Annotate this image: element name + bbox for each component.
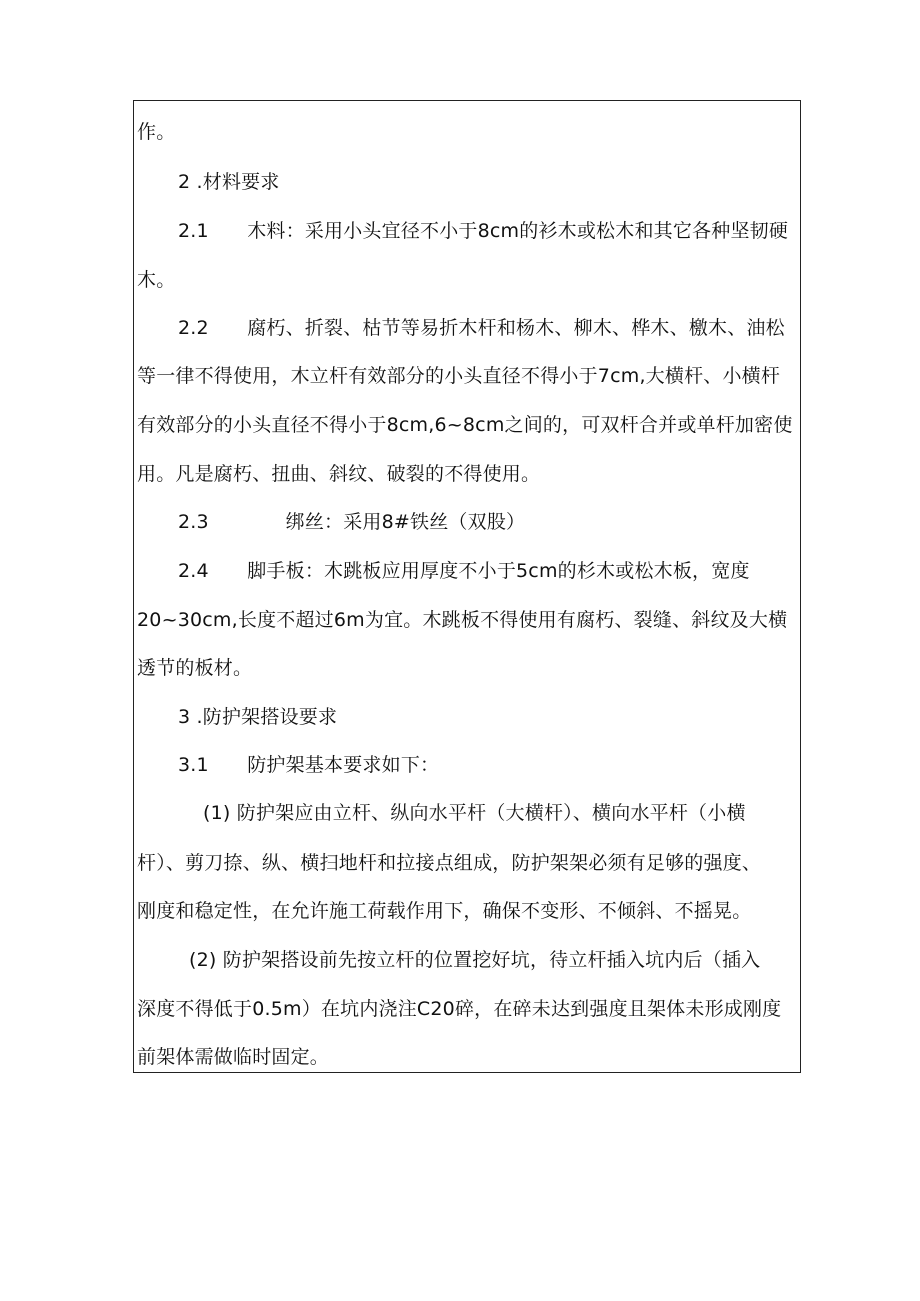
text-line: 2.1 木料：采用小头宜径不小于8cm的衫木或松木和其它各种坚韧硬 bbox=[178, 220, 789, 242]
text-line: 深度不得低于0.5m）在坑内浇注C20碎，在碎未达到强度且架体未形成刚度 bbox=[137, 998, 782, 1020]
section-heading-protective-frame: 3 .防护架搭设要求 bbox=[178, 706, 338, 728]
text-line: 2.4 脚手板：木跳板应用厚度不小于5cm的杉木或松木板，宽度 bbox=[178, 560, 750, 582]
content-frame bbox=[133, 100, 801, 1073]
section-heading-materials: 2 .材料要求 bbox=[178, 171, 280, 193]
text-line: 2.2 腐朽、折裂、枯节等易折木杆和杨木、柳木、桦木、檄木、油松 bbox=[178, 317, 785, 339]
text-line: 2.3 绑丝：采用8#铁丝（双股） bbox=[178, 511, 526, 533]
text-line: 等一律不得使用，木立杆有效部分的小头直径不得小于7cm,大横杆、小横杆 bbox=[137, 365, 781, 387]
text-line: 有效部分的小头直径不得小于8cm,6~8cm之间的，可双杆合并或单杆加密使 bbox=[137, 414, 793, 436]
text-line: 3.1 防护架基本要求如下： bbox=[178, 754, 440, 776]
text-line: 作。 bbox=[137, 121, 176, 143]
text-line: 刚度和稳定性，在允许施工荷载作用下，确保不变形、不倾斜、不摇晃。 bbox=[137, 900, 752, 922]
text-line: 用。凡是腐朽、扭曲、斜纹、破裂的不得使用。 bbox=[137, 463, 541, 485]
text-line: 木。 bbox=[137, 269, 176, 291]
text-line: (1) 防护架应由立杆、纵向水平杆（大横杆）、横向水平杆（小横 bbox=[203, 802, 746, 824]
text-line: (2) 防护架搭设前先按立杆的位置挖好坑，待立杆插入坑内后（插入 bbox=[189, 949, 761, 971]
text-line: 透节的板材。 bbox=[137, 657, 253, 679]
text-line: 杆）、剪刀捺、纵、横扫地杆和拉接点组成，防护架架必须有足够的强度、 bbox=[137, 852, 762, 874]
text-line: 20~30cm,长度不超过6m为宜。木跳板不得使用有腐朽、裂缝、斜纹及大横 bbox=[137, 609, 788, 631]
text-line: 前架体需做临时固定。 bbox=[137, 1046, 330, 1068]
